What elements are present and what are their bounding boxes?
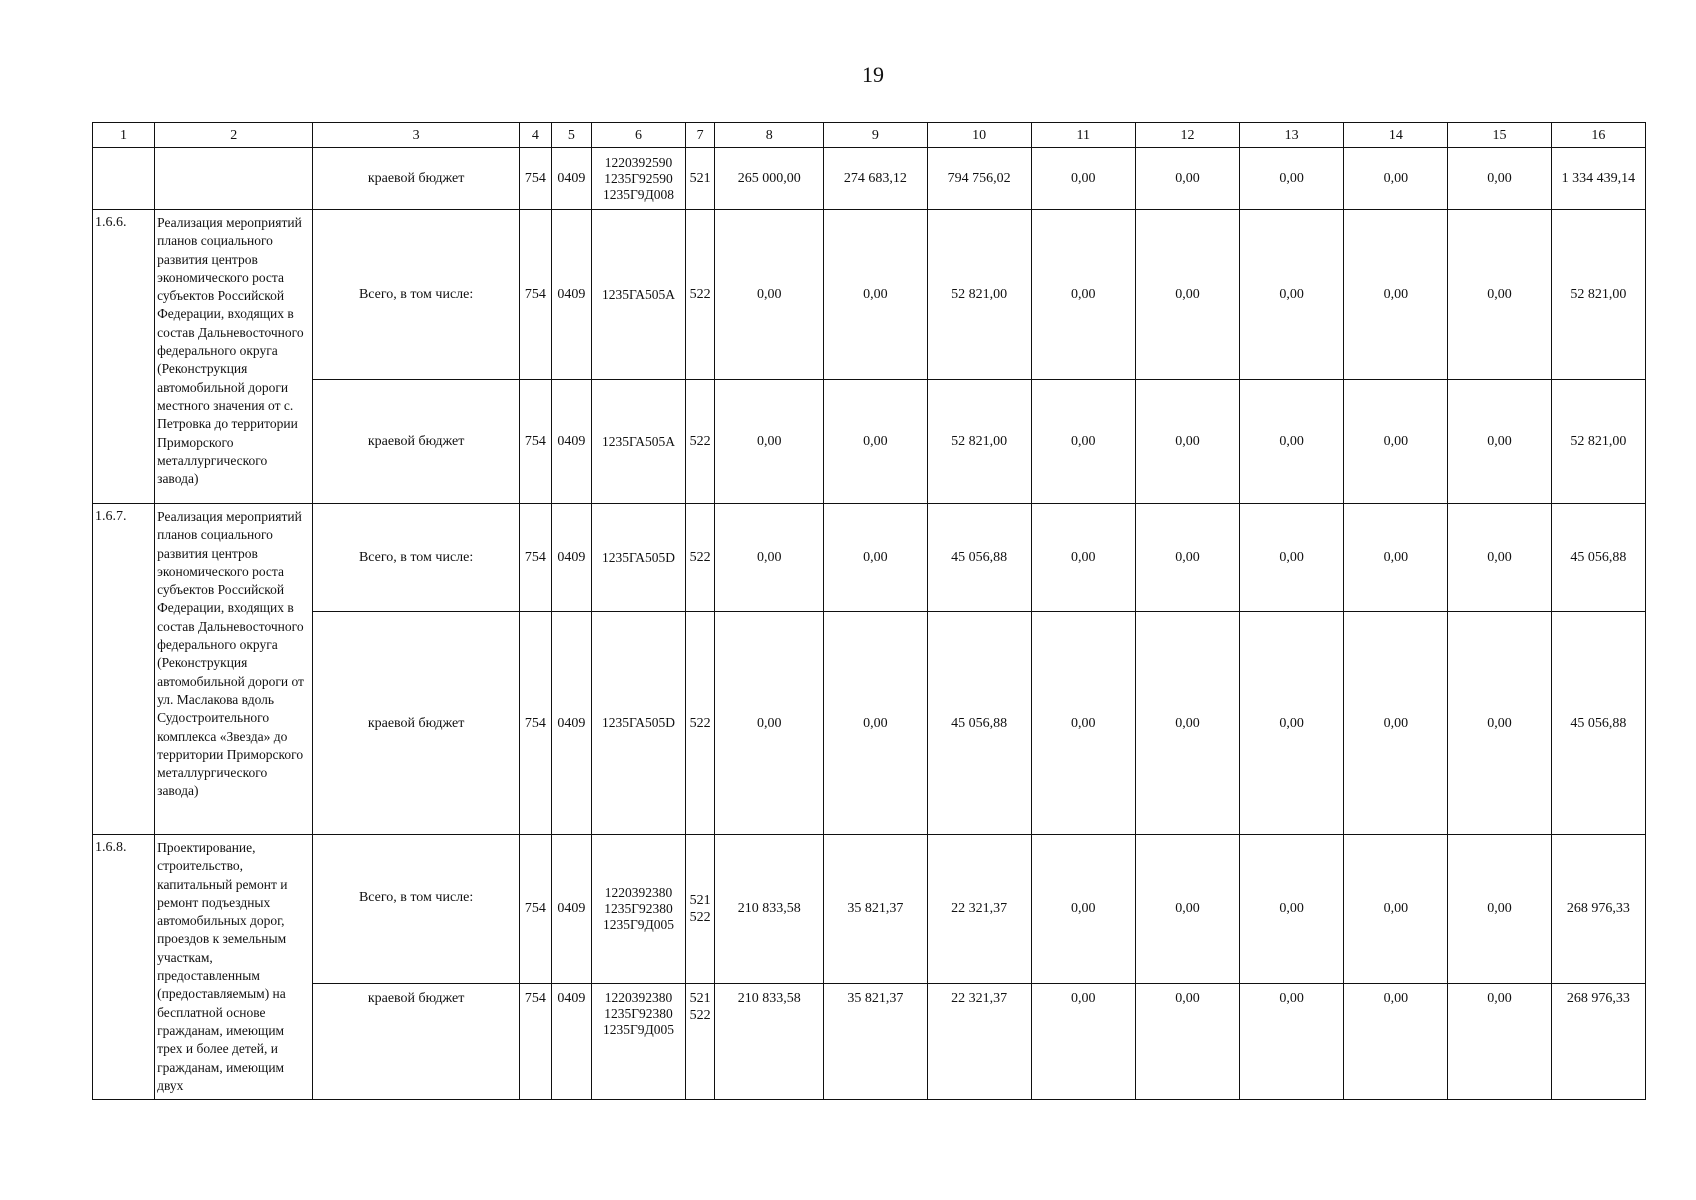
header-cell: 14 (1344, 123, 1448, 148)
item-description (155, 148, 313, 210)
cell-c6: 1235ГА505А (591, 210, 685, 380)
cell-c5: 0409 (551, 380, 591, 504)
cell-c6: 1235ГА505D (591, 612, 685, 835)
cell-c12: 0,00 (1135, 380, 1239, 504)
item-number (93, 148, 155, 210)
table-row (93, 612, 1646, 835)
cell-c11: 0,00 (1031, 210, 1135, 380)
header-cell: 15 (1448, 123, 1551, 148)
cell-c14: 0,00 (1344, 148, 1448, 210)
header-cell: 3 (313, 123, 519, 148)
cell-c13: 0,00 (1240, 983, 1344, 1100)
cell-c15: 0,00 (1448, 148, 1551, 210)
cell-c16: 45 056,88 (1551, 504, 1645, 612)
item-description: Реализация мероприятий планов социального развития центров экономического роста субъектов Российской Федерации, входящих в состав Дальневосточного федерального округа (Реконструкция автомобильной дороги местного значения от с. Петровка до территории Приморского металлургического завода) (155, 210, 313, 504)
header-cell: 12 (1135, 123, 1239, 148)
cell-c4: 754 (519, 148, 551, 210)
cell-c13: 0,00 (1240, 148, 1344, 210)
cell-c5: 0409 (551, 983, 591, 1100)
cell-c10: 22 321,37 (927, 983, 1031, 1100)
cell-c7: 522 (686, 210, 715, 380)
header-cell: 7 (686, 123, 715, 148)
item-description: Реализация мероприятий планов социального развития центров экономического роста субъектов Российской Федерации, входящих в состав Дальневосточного федерального округа (Реконструкция автомобильной дороги от ул. Маслакова вдоль Судостроительного комплекса «Звезда» до территории Приморского металлургического завода) (155, 504, 313, 835)
cell-c14: 0,00 (1344, 210, 1448, 380)
cell-c16: 52 821,00 (1551, 380, 1645, 504)
header-cell: 16 (1551, 123, 1645, 148)
cell-c5: 0409 (551, 148, 591, 210)
page-number: 19 (862, 62, 884, 87)
cell-c15: 0,00 (1448, 612, 1551, 835)
cell-c16: 268 976,33 (1551, 835, 1645, 984)
funding-source: краевой бюджет (313, 983, 519, 1100)
item-description: Проектирование, строительство, капитальный ремонт и ремонт подъездных автомобильных дорог, проездов к земельным участкам, предоставленным (предоставляемым) на бесплатной основе гражданам, имеющим трех и более детей, и гражданам, имеющим двух (155, 835, 313, 1100)
cell-c10: 45 056,88 (927, 612, 1031, 835)
cell-c7: 522 (686, 504, 715, 612)
funding-source: Всего, в том числе: (313, 835, 519, 984)
cell-c7: 521 (686, 148, 715, 210)
cell-c5: 0409 (551, 612, 591, 835)
table-row (93, 210, 1646, 380)
cell-c13: 0,00 (1240, 612, 1344, 835)
cell-c8: 265 000,00 (715, 148, 824, 210)
cell-c9: 274 683,12 (824, 148, 927, 210)
cell-c12: 0,00 (1135, 835, 1239, 984)
cell-c16: 1 334 439,14 (1551, 148, 1645, 210)
budget-table (92, 122, 1646, 1100)
cell-c6: 1220392380 1235Г92380 1235Г9Д005 (591, 983, 685, 1100)
cell-c15: 0,00 (1448, 835, 1551, 984)
cell-c16: 52 821,00 (1551, 210, 1645, 380)
cell-c9: 0,00 (824, 612, 927, 835)
funding-source: краевой бюджет (313, 380, 519, 504)
cell-c5: 0409 (551, 504, 591, 612)
table-row (93, 835, 1646, 984)
cell-c12: 0,00 (1135, 612, 1239, 835)
cell-c11: 0,00 (1031, 380, 1135, 504)
item-number: 1.6.6. (93, 210, 155, 504)
cell-c12: 0,00 (1135, 148, 1239, 210)
item-number: 1.6.7. (93, 504, 155, 835)
cell-c14: 0,00 (1344, 835, 1448, 984)
table-row (93, 504, 1646, 612)
header-cell: 8 (715, 123, 824, 148)
header-row (93, 123, 1646, 148)
cell-c11: 0,00 (1031, 612, 1135, 835)
cell-c11: 0,00 (1031, 148, 1135, 210)
cell-c5: 0409 (551, 835, 591, 984)
funding-source: краевой бюджет (313, 148, 519, 210)
cell-c13: 0,00 (1240, 380, 1344, 504)
header-cell: 4 (519, 123, 551, 148)
table-row (93, 983, 1646, 1100)
cell-c6: 1220392590 1235Г92590 1235Г9Д008 (591, 148, 685, 210)
cell-c9: 0,00 (824, 380, 927, 504)
cell-c8: 0,00 (715, 504, 824, 612)
cell-c15: 0,00 (1448, 210, 1551, 380)
cell-c16: 45 056,88 (1551, 612, 1645, 835)
cell-c9: 0,00 (824, 210, 927, 380)
cell-c7: 522 (686, 612, 715, 835)
cell-c8: 0,00 (715, 380, 824, 504)
header-cell: 9 (824, 123, 927, 148)
cell-c13: 0,00 (1240, 835, 1344, 984)
header-cell: 1 (93, 123, 155, 148)
cell-c15: 0,00 (1448, 504, 1551, 612)
cell-c8: 210 833,58 (715, 983, 824, 1100)
cell-c16: 268 976,33 (1551, 983, 1645, 1100)
cell-c10: 52 821,00 (927, 210, 1031, 380)
cell-c14: 0,00 (1344, 983, 1448, 1100)
header-cell: 2 (155, 123, 313, 148)
header-cell: 13 (1240, 123, 1344, 148)
cell-c13: 0,00 (1240, 210, 1344, 380)
cell-c4: 754 (519, 504, 551, 612)
cell-c15: 0,00 (1448, 983, 1551, 1100)
cell-c8: 210 833,58 (715, 835, 824, 984)
cell-c4: 754 (519, 983, 551, 1100)
cell-c8: 0,00 (715, 612, 824, 835)
table-row (93, 148, 1646, 210)
cell-c10: 22 321,37 (927, 835, 1031, 984)
cell-c6: 1235ГА505А (591, 380, 685, 504)
cell-c10: 45 056,88 (927, 504, 1031, 612)
cell-c7: 521 522 (686, 835, 715, 984)
table-row (93, 380, 1646, 504)
cell-c7: 521 522 (686, 983, 715, 1100)
cell-c14: 0,00 (1344, 380, 1448, 504)
cell-c4: 754 (519, 380, 551, 504)
cell-c10: 794 756,02 (927, 148, 1031, 210)
cell-c13: 0,00 (1240, 504, 1344, 612)
cell-c14: 0,00 (1344, 504, 1448, 612)
cell-c7: 522 (686, 380, 715, 504)
cell-c6: 1220392380 1235Г92380 1235Г9Д005 (591, 835, 685, 984)
cell-c4: 754 (519, 612, 551, 835)
header-cell: 11 (1031, 123, 1135, 148)
funding-source: Всего, в том числе: (313, 210, 519, 380)
cell-c11: 0,00 (1031, 983, 1135, 1100)
header-cell: 10 (927, 123, 1031, 148)
cell-c9: 0,00 (824, 504, 927, 612)
cell-c14: 0,00 (1344, 612, 1448, 835)
cell-c10: 52 821,00 (927, 380, 1031, 504)
cell-c11: 0,00 (1031, 835, 1135, 984)
cell-c8: 0,00 (715, 210, 824, 380)
cell-c12: 0,00 (1135, 504, 1239, 612)
cell-c11: 0,00 (1031, 504, 1135, 612)
cell-c6: 1235ГА505D (591, 504, 685, 612)
cell-c4: 754 (519, 835, 551, 984)
cell-c9: 35 821,37 (824, 835, 927, 984)
header-cell: 6 (591, 123, 685, 148)
header-cell: 5 (551, 123, 591, 148)
cell-c15: 0,00 (1448, 380, 1551, 504)
cell-c12: 0,00 (1135, 210, 1239, 380)
cell-c12: 0,00 (1135, 983, 1239, 1100)
item-number: 1.6.8. (93, 835, 155, 1100)
cell-c5: 0409 (551, 210, 591, 380)
cell-c9: 35 821,37 (824, 983, 927, 1100)
funding-source: Всего, в том числе: (313, 504, 519, 612)
cell-c4: 754 (519, 210, 551, 380)
funding-source: краевой бюджет (313, 612, 519, 835)
